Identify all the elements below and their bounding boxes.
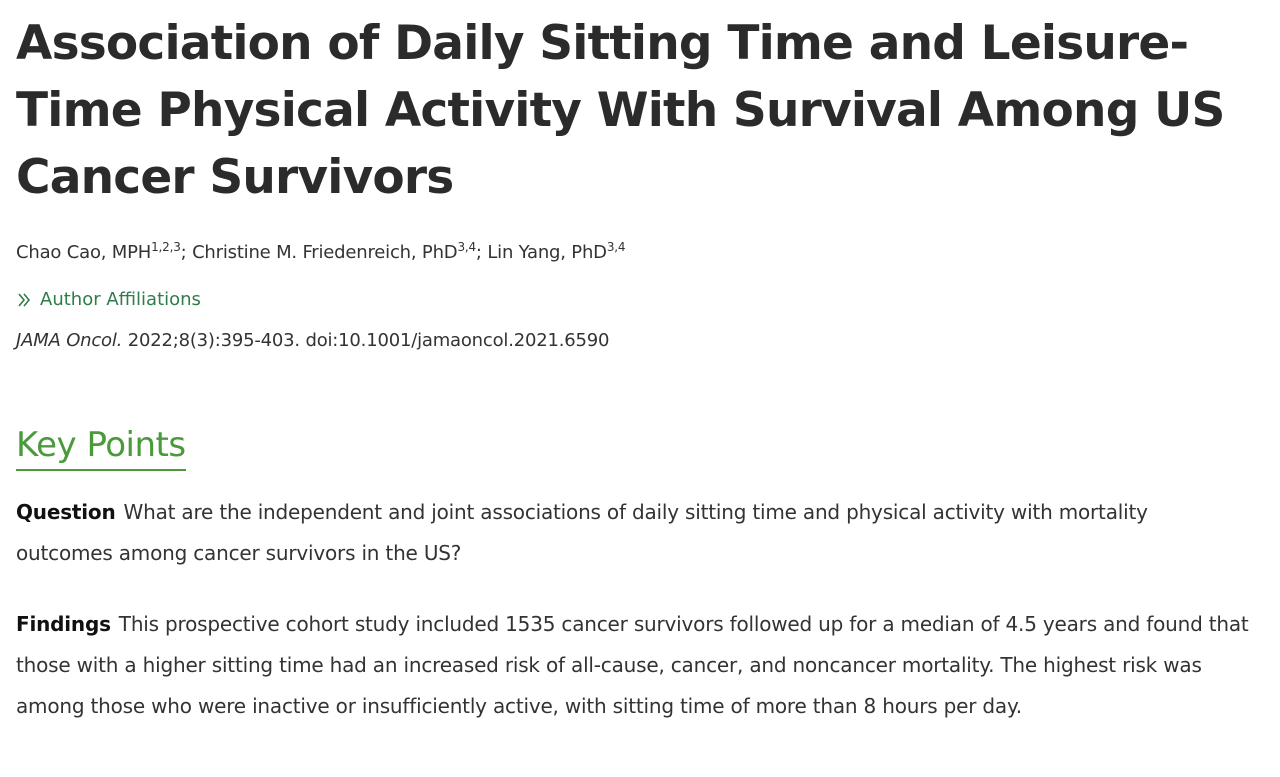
citation bbox=[16, 329, 1256, 353]
question-text: What are the independent and joint associations of daily sitting time and physical activity with mortality outcomes among cancer survivors in the US? bbox=[16, 500, 1148, 565]
question-label: Question bbox=[16, 500, 116, 524]
author-affiliations-label[interactable]: Author Affiliations bbox=[40, 289, 201, 310]
author-list bbox=[16, 241, 1256, 265]
author-name[interactable]: Lin Yang, PhD bbox=[487, 242, 607, 263]
findings-label: Findings bbox=[16, 612, 111, 636]
author-affiliation-marks: 1,2,3 bbox=[151, 240, 181, 254]
article-title: Association of Daily Sitting Time and Leisure-Time Physical Activity With Survival Among US Cancer Survivors bbox=[16, 16, 1225, 205]
author-separator: ; bbox=[475, 242, 488, 263]
article bbox=[16, 0, 1256, 727]
author-affiliations-toggle[interactable] bbox=[16, 288, 201, 312]
citation-journal: JAMA Oncol. bbox=[16, 330, 123, 351]
findings-text: This prospective cohort study included 1535 cancer survivors followed up for a median of 4.5 years and found that those with a higher sitting time had an increased risk of all-cause, cancer, and noncancer mortality. The highest risk was among those who were inactive or insufficiently active, with sitting time of more than 8 hours per day. bbox=[16, 612, 1249, 718]
author-separator: ; bbox=[180, 242, 193, 263]
author-affiliation-marks: 3,4 bbox=[606, 240, 626, 254]
author-affiliation-marks: 3,4 bbox=[457, 240, 476, 254]
key-points-heading: Key Points bbox=[16, 425, 186, 471]
double-chevron-right-icon bbox=[16, 291, 34, 309]
author-name[interactable]: Christine M. Friedenreich, PhD bbox=[192, 242, 458, 263]
author-name[interactable]: Chao Cao, MPH bbox=[16, 242, 152, 263]
key-points-question bbox=[16, 492, 1246, 574]
citation-details: 2022;8(3):395-403. doi:10.1001/jamaoncol.2021.6590 bbox=[122, 330, 610, 351]
key-points-findings bbox=[16, 604, 1251, 727]
